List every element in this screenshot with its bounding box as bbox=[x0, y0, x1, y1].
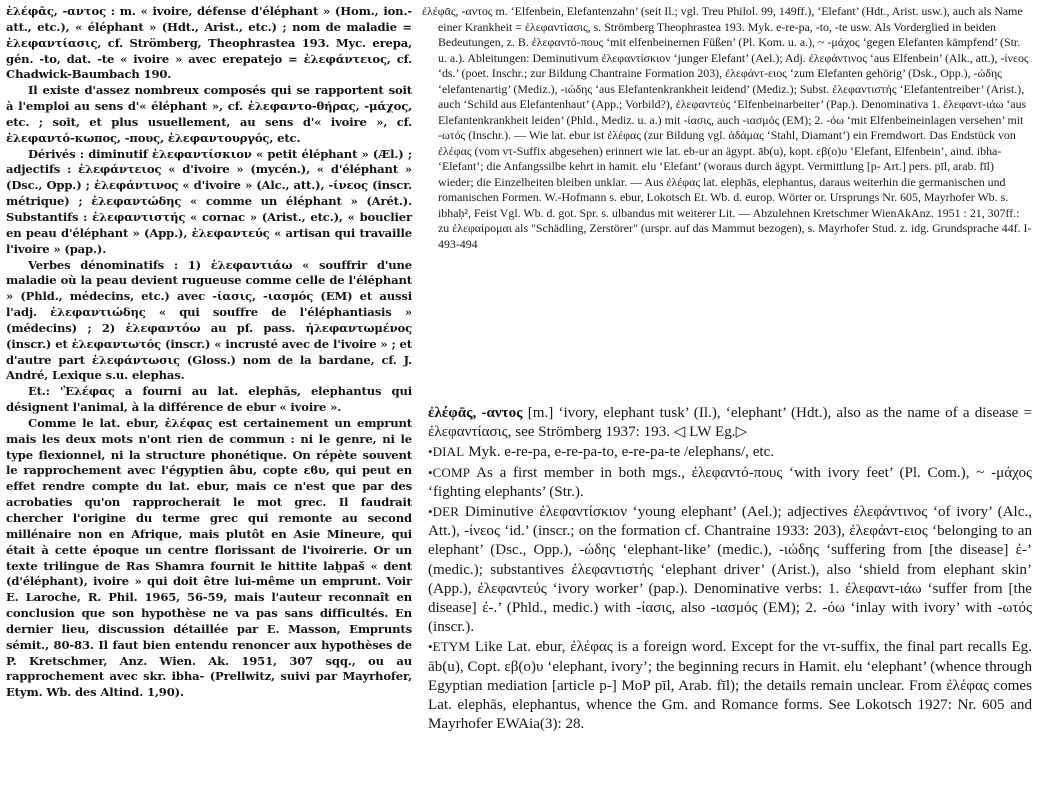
french-paragraph: Verbes dénominatifs : 1) ἐλεφαντιάω « souffrir d'une maladie où la peau devient rugueuse comme celle de l'éléphant » (Phld., médecins, etc.) avec -ίασις, -ιασμός (EM) et aussi l'adj. ἐλεφαντιώδης « qui souffre de l'éléphantiasis » (médecins) ; 2) ἐλεφαντόω au pf. pass. ἠλεφαντωμένος (inscr.) et ἐλεφαντωτός (inscr.) « incrusté avec de l'ivoire » ; et d'autre part ἐλεφάντωσις (Gloss.) nom de la bardane, cf. J. André, Lexique s.u. elephas. bbox=[6, 257, 412, 383]
french-paragraph: ἐλέφᾱς, -αντος : m. « ivoire, défense d'éléphant » (Hom., ion.-att., etc.), « éléphant » (Hdt., Arist., etc.) ; nom de maladie = ἐλεφαντίασις, cf. Strömberg, Theophrastea 193. Myc. erepa, gén. -to, dat. -te « ivoire » avec erepatejo = ἐλεφάντειος, cf. Chadwick-Baumbach 190. bbox=[6, 4, 412, 82]
section-comp bbox=[428, 463, 1032, 502]
french-paragraph: Dérivés : diminutif ἐλεφαντίσκιον « petit éléphant » (Æl.) ; adjectifs : ἐλεφάντειος « d'ivoire » (mycén.), « d'éléphant » (Dsc., Opp.) ; ἐλεφάντινος « d'ivoire » (Alc., att.), -ίνεος (inscr. métrique) ; ἐλεφαντώδης « comme un éléphant » (Arét.). Substantifs : ἐλεφαντιστής « cornac » (Arist., etc.), « bouclier en peau d'éléphant » (App.), ἐλεφαντεύς « artisan qui travaille l'ivoire » (pap.). bbox=[6, 146, 412, 256]
bullet-icon: • bbox=[428, 444, 433, 460]
bullet-icon: • bbox=[428, 639, 433, 655]
section-label: COMP bbox=[432, 464, 471, 480]
english-entry bbox=[428, 404, 1032, 796]
section-dial bbox=[428, 442, 1032, 462]
german-entry bbox=[422, 4, 1032, 334]
bullet-icon: • bbox=[428, 464, 433, 480]
german-paragraph: ἐλέφᾱς, -αντος m. ‘Elfenbein, Elefantenzahn’ (seit Il.; vgl. Treu Philol. 99, 149ff.), ‘Elefant’ (Hdt., Arist. usw.), auch als Name einer Krankheit = ἐλεφαντίασις, s. Strömberg Theophrastea 193. Myk. e-re-pa, -to, -te usw. Als Vorderglied in beiden Bedeutungen, z. B. ἐλεφαντό-πους ‘mit elfenbeinernen Füßen’ (Pl. Kom. u. a.), ~ -μάχος ‘gegen Elefanten kämpfend’ (Str. u. a.). Ableitungen: Deminutivum ἐλεφαντίσκιον ‘junger Elefant’ (Ael.); Adj. ἐλεφάντινος ‘aus Elfenbein’ (Alk., att.), -ίνεος ‘ds.’ (poet. Inschr.; zur Bildung Chantraine Formation 203), ἐλεφάντ-ειος ‘zum Elefanten gehörig’ (Dsk., Opp.), -ώδης ‘elefantenartig’ (Mediz.), -ιώδης ‘aus Elefantenkrankheit leidend’ (Mediz.); Subst. ἐλεφαντιστής ‘Elefantentreiber’ (Arist.), auch ‘Schild aus Elefantenhaut’ (App.; Vorbild?), ἐλεφαντεύς ‘Elfenbeinarbeiter’ (Pap.). Denominativa 1. ἐλεφαντ-ιάω ‘aus Elefantenkrankheit leiden’ (Phld., Mediz. u. a.) mit -ίασις, auch -ιασμός (EM); 2. -όω ‘mit Elfenbeineinlagen versehen’ mit -ωτός (Inschr.). — Wie lat. ebur ist ἐλέφας (zur Bildung vgl. ἀδάμας ‘Stahl, Diamant’) ein Fremdwort. Das Endstück von ἐλέφας (vom ντ-Suffix abgesehen) erinnert wie lat. eb-ur an ägypt. āb(u), kopt. εβ(ο)υ ‘Elefant, Elfenbein’, aind. ibha- ‘Elefant’; die Anfangssilbe kehrt in hamit. elu ‘Elefant’ (woraus durch ägypt. Vermittlung [p- Art.] pers. pīl, arab. fīl) wieder; die Einzelheiten bleiben unklar. — Aus ἐλέφας lat. elephās, elephantus, daraus weiterhin die germanischen und romanischen Formen. W.-Hofmann s. ebur, Lokotsch Et. Wb. d. europ. Wörter or. Ursprungs Nr. 605, Mayrhofer Wb. s. ibhaḥ², Feist Vgl. Wb. d. got. Spr. s. ulbandus mit weiterer Lit. — Abzulehnen Kretschmer WienAkAnz. 1951 : 21, 307ff.: zu ἐλεφαίρομαι als "Schädling, Zerstörer" (urspr. auf das Mammut bezogen), s. Mayrhofer Stud. z. idg. Grundsprache 44f. I-493-494 bbox=[422, 4, 1032, 251]
section-label: ETYM bbox=[432, 639, 471, 655]
section-text: Diminutive ἐλεφαντίσκιον ‘young elephant’ (Ael.); adjectives ἐλεφάντινος ‘of ivory’ (Alc., Att.), -ίνεος ‘id.’ (inscr.; on the formation cf. Chantraine 1933: 203), ἐλεφάντ-ειος ‘belonging to an elephant’ (Dsc., Opp.), -ώδης ‘elephant-like’ (medic.), -ιώδης ‘suffering from [the disease] ἐ-’ (medic.); substantives ἐλεφαντιστής ‘elephant driver’ (Arist.), also ‘shield from elephant skin’ (App.), ἐλεφαντεύς ‘ivory worker’ (pap.). Denominative verbs: 1. ἐλεφαντ-ιάω ‘suffer from [the disease] ἐ-.’ (Phld., medic.) with -ίασις, also -ιασμός (EM); 2. -όω ‘inlay with ivory’ with -ωτός (inscr.). bbox=[428, 504, 1032, 636]
headword: ἐλέφᾱς, -αντος bbox=[428, 405, 523, 421]
section-text: Like Lat. ebur, ἐλέφας is a foreign word. Except for the ντ-suffix, the final part recalls Eg. āb(u), Copt. εβ(ο)υ ‘elephant, ivory’; the beginning recurs in Hamit. elu ‘elephant’ (whence through Egyptian mediation [article p-] MoP pīl, Arab. fīl); the details remain unclear. From ἐλέφας comes Lat. elephās, elephantus, whence the Gm. and Romance forms. See Lokotsch 1927: Nr. 605 and Mayrhofer EWAia(3): 28. bbox=[428, 639, 1032, 733]
section-der bbox=[428, 502, 1032, 637]
headword-definition: [m.] ‘ivory, elephant tusk’ (Il.), ‘elephant’ (Hdt.), also as the name of a disease = ἐλεφαντίασις, see Strömberg 1937: 193. ◁ LW Eg.▷ bbox=[428, 405, 1032, 441]
section-label: DER bbox=[432, 504, 460, 520]
french-entry bbox=[0, 0, 418, 800]
english-headline bbox=[428, 404, 1032, 442]
french-paragraph: Il existe d'assez nombreux composés qui se rapportent soit à l'emploi au sens d'« éléphant », cf. ἐλεφαντο-θήρας, -μάχος, etc. ; soit, et plus usuellement, au sens d'« ivoire », cf. ἐλεφαντό-κωπος, -πους, ἐλεφαντουργός, etc. bbox=[6, 83, 412, 145]
section-label: DIAL bbox=[432, 444, 465, 460]
bullet-icon: • bbox=[428, 504, 433, 520]
french-paragraph: Comme le lat. ebur, ἐλέφας est certainement un emprunt mais les deux mots n'ont rien de commun : ni le genre, ni le type flexionnel, ni la structure phonétique. On répète souvent le rapprochement avec l'égyptien âbu, copte εϐυ, qui peut en effet rendre compte du lat. ebur, mais ce n'est que par des acrobaties qu'on rapprocherait le mot grec. Il faudrait chercher l'origine du terme grec qui remonte au second millénaire non en Afrique, mais plutôt en Asie Mineure, qui était à cette époque un centre florissant de l'ivoirerie. Or un texte trilingue de Ras Shamra fournit le hittite laḫpaš « dent (d'éléphant), ivoire » qui doit être lui-même un emprunt. Voir E. Laroche, R. Phil. 1965, 56-59, mais l'auteur reconnaît en conclusion que son hypothèse ne va pas sans difficultés. En dernier lieu, discussion détaillée par E. Masson, Emprunts sémit., 80-83. Il faut bien entendu renoncer aux hypothèses de P. Kretschmer, Anz. Wien. Ak. 1951, 307 sqq., ou au rapprochement avec skr. ibha- (Prellwitz, suivi par Mayrhofer, Etym. Wb. des Altind. 1,90). bbox=[6, 415, 412, 700]
french-paragraph: Et.: 'Ἐλέφας a fourni au lat. elephās, elephantus qui désignent l'animal, à la différence de ebur « ivoire ». bbox=[6, 384, 412, 415]
section-text: Myk. e-re-pa, e-re-pa-to, e-re-pa-te /elephans/, etc. bbox=[464, 444, 775, 461]
section-text: As a first member in both mgs., ἐλεφαντό-πους ‘with ivory feet’ (Pl. Com.), ~ -μάχος ‘fighting elephants’ (Str.). bbox=[428, 464, 1032, 500]
section-etym bbox=[428, 637, 1032, 734]
